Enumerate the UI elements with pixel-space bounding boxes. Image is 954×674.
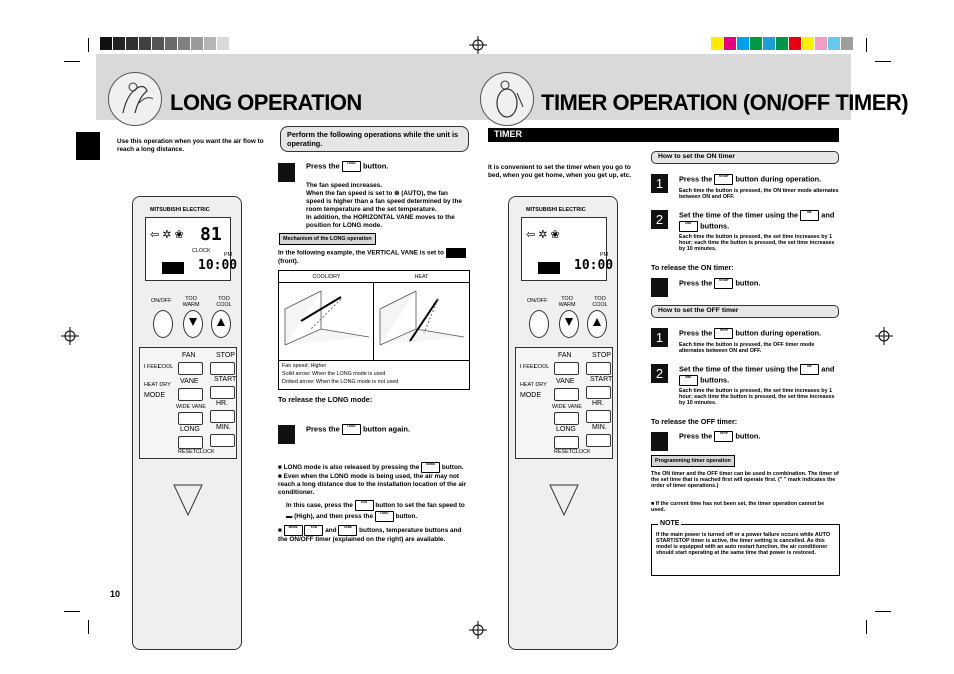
heat-diagram [376,285,466,357]
start-button[interactable] [210,386,235,399]
on-release-button: button. [735,278,761,288]
min-label: MIN. [592,424,607,431]
temp-digits: 81 [200,224,222,245]
fan-label: FAN [182,352,196,359]
off-step1-number: 1 [651,328,668,347]
fan-label: FAN [558,352,572,359]
clock-button-label: CLOCK [572,449,591,455]
hr-button-icon: HR. [800,210,819,221]
hr-label: HR. [592,400,605,407]
legend-fan-speed: Fan speed: Higher [282,363,327,369]
registration-mark-right [875,327,893,345]
crop-mark [64,611,80,612]
timer-intro: It is convenient to set the timer when you go to bed, when you get home, when you get up, etc. [488,164,632,179]
step-marker [278,163,295,182]
airflow-table [278,270,470,390]
step1-button-text: button. [362,161,389,171]
vane-label: VANE [556,378,575,385]
auto-fan-icon: ⊛ [394,190,400,197]
example-line: In the following example, the VERTICAL VANE is set to [278,249,444,257]
crop-mark [875,61,891,62]
on-step1-b: button during operation. [735,174,822,184]
heat-dry-label: HEAT DRY [144,382,171,388]
mode-button-icon: MODE [421,462,440,473]
bullet2b-4: button. [395,513,418,521]
too-cool-label: TOO COOL [592,296,608,308]
crop-mark [866,38,867,52]
step1-press: Press the [306,161,340,171]
long-button-icon: LONG [342,161,361,172]
bullet3-text: buttons, temperature buttons and the ON/OFF timer (explained on the right) are available. [278,527,462,543]
bullet3-and: and [325,527,337,535]
off-release-button: button. [735,431,761,441]
bullet2b-3: (High), and then press the [294,513,373,521]
fan-speed-line2: When the fan speed is set to [306,190,393,197]
mode-icons: ⇦ ✲ ❀ [150,229,184,241]
temp-up-button[interactable] [211,310,231,338]
hr-label: HR. [216,400,229,407]
step2-button-text: button again. [362,424,411,434]
remote-lcd [521,207,614,281]
off-step2-c: buttons. [700,375,730,385]
timer-section-label: TIMER [494,129,522,139]
mode-icons: ⇦ ✲ ❀ [526,229,560,241]
remote-lower-panel [139,347,237,459]
too-warm-label: TOO WARM [182,296,200,308]
mode-label: MODE [520,392,541,399]
vane-label: VANE [180,378,199,385]
on-step1-number: 1 [651,174,668,193]
too-cool-label: TOO COOL [216,296,232,308]
on-step1-note: Each time the button is pressed, the ON timer mode alternates between ON and OFF. [679,188,839,200]
page-number: 10 [110,589,121,599]
onoff-label: ON/OFF [151,298,172,304]
on-step2-number: 2 [651,210,668,229]
clock-digits: 10:00 [198,258,238,273]
remote-lower-panel [515,347,613,459]
legend-solid: Solid arrow: When the LONG mode is used [282,371,386,377]
off-step1-a: Press the [679,328,713,338]
on-timer-header [651,151,839,164]
long-button-icon: LONG [342,424,361,435]
off-release-press: Press the [679,431,713,441]
off-release-text [679,431,760,442]
note-text: If the main power is turned off or a power failure occurs while AUTO START/STOP timer is active, the timer setting is cancelled. As this model is equipped with an auto restart function, the air conditioner should start operating at the same time that power is restored. [656,532,831,556]
remote-emitter-icon [548,483,580,517]
timer-section-bar [488,128,839,142]
on-step2-b: and [821,210,835,220]
crop-mark [88,620,89,634]
clock-button-label: CLOCK [196,449,215,455]
remote-control-right [508,196,618,650]
programming-label: Programming timer operation [651,455,735,467]
instruction-box [280,126,469,152]
stop-button[interactable] [210,362,235,375]
mechanism-label: Mechanism of the LONG operation [279,233,376,245]
vane-button-icon: VANE [338,525,357,536]
example-text [278,248,468,266]
stop-label: STOP [592,352,611,359]
fan-button[interactable] [554,362,579,375]
section-tab [76,132,100,160]
cool-dry-diagram [281,285,371,357]
cool-label: COOL [534,364,550,370]
vane-button[interactable] [554,388,579,401]
note-label: NOTE [660,520,680,527]
stop-button[interactable] [586,362,611,375]
temp-down-button[interactable] [559,310,579,338]
hr-button[interactable] [210,410,235,423]
on-step1-a: Press the [679,174,713,184]
on-release-press: Press the [679,278,713,288]
note-box [651,520,840,576]
fan-speed-line3: (AUTO), the fan speed is higher than a fan speed determined by the room temperature and the set temperature. [306,190,462,213]
reset-label: RESET [178,449,196,455]
on-step2-a: Set the time of the timer using the [679,210,799,220]
wide-vane-button[interactable] [554,412,579,425]
remote-brand: MITSUBISHI ELECTRIC [150,207,210,213]
on-step2-c: buttons. [700,221,730,231]
timer-operation-illustration [480,72,534,126]
start-button[interactable] [586,386,611,399]
stop-button-icon: STOP [714,431,733,442]
off-step2-text [679,364,839,386]
step-marker [651,278,668,297]
pm-label: PM [224,252,233,258]
temp-down-button[interactable] [183,310,203,338]
on-release-text [679,278,760,289]
gray-color-bar [100,37,230,50]
long-button[interactable] [554,436,579,449]
onoff-label: ON/OFF [527,298,548,304]
cool-label: COOL [158,364,174,370]
fan-speed-line1: The fan speed increases. [306,182,383,189]
page-title-right: TIMER OPERATION (ON/OFF TIMER) [541,90,909,115]
programming-text: The ON timer and the OFF timer can be used in combination. The timer of the set time that is reached first will operate first. (" " mark indicates the order of timer operations.) [651,471,839,489]
bullet2b-1: In this case, press the [286,502,353,510]
off-step2-number: 2 [651,364,668,383]
bullet2b-2: button to set the fan speed to [375,502,465,510]
long-bullets: ■ LONG mode is also released by pressing the MODE button. ■ Even when the LONG mode is being used, the air may not reach a long distance due to the installation location of the air conditioner. In this case, press the FAN button to set the fan speed to ▬ (High), and then press the LONG button. ■ MODE FAN and VANE buttons, temperature buttons and the ON/OFF timer (explained on the right) are available. [278,462,467,543]
crop-mark [875,611,891,612]
step1-text [306,161,388,172]
bullet1: LONG mode is also released by pressing the [283,464,420,472]
off-step1-text [679,328,821,339]
hr-button-icon: HR. [800,364,819,375]
off-step1-note: Each time the button is pressed, the OFF timer mode alternates between ON and OFF. [679,342,815,354]
long-vane-icon [162,262,184,274]
off-step2-a: Set the time of the timer using the [679,364,799,374]
off-timer-header-text: How to set the OFF timer [658,307,739,314]
min-button[interactable] [586,434,611,447]
onoff-button[interactable] [153,310,173,338]
fan-button-icon: FAN [355,500,374,511]
fan-speed-notes [306,182,468,230]
start-button-icon: START [714,174,733,185]
mode-button-icon: MODE [284,525,303,536]
col-heat: HEAT [414,274,429,280]
long-button-icon: LONG [375,511,394,522]
min-button-icon: MIN. [679,221,698,232]
min-button-icon: MIN. [679,375,698,386]
wide-vane-button[interactable] [178,412,203,425]
too-warm-label: TOO WARM [558,296,576,308]
hr-button[interactable] [586,410,611,423]
bullet2: Even when the LONG mode is being used, the air may not reach a long distance due to the installation location of the air conditioner. [278,473,467,496]
registration-mark-left [61,327,79,345]
stop-button-icon: STOP [714,328,733,339]
mode-label: MODE [144,392,165,399]
long-vane-icon [538,262,560,274]
min-button[interactable] [210,434,235,447]
stop-label: STOP [216,352,235,359]
min-label: MIN. [216,424,231,431]
programming-bullet: ■ If the current time has not been set, the timer operation cannot be used. [651,501,825,513]
step2-press: Press the [306,424,340,434]
fan-button-icon: FAN [304,525,323,536]
off-step2-note: Each time the button is pressed, the set time increases by 1 hour; each time the button is pressed, the set time increases by 10 minutes. [679,388,835,406]
off-timer-header [651,305,839,318]
start-button-icon: START [714,278,733,289]
long-label: LONG [556,426,576,433]
off-release-heading: To release the OFF timer: [651,417,738,426]
off-step1-b: button during operation. [735,328,822,338]
on-step2-note: Each time the button is pressed, the set time increases by 1 hour; each time the button is pressed, the set time increases by 10 minutes. [679,234,835,252]
remote-brand: MITSUBISHI ELECTRIC [526,207,586,213]
high-fan-icon: ▬ [286,513,293,521]
on-step2-text [679,210,839,232]
vane-button[interactable] [178,388,203,401]
crop-mark [88,38,89,52]
long-label: LONG [180,426,200,433]
step2-text [306,424,410,435]
long-intro-text: Use this operation when you want the air flow to reach a long distance. [117,138,264,153]
example-end: (front). [278,258,299,265]
instruction-text: Perform the following operations while the unit is operating. [287,130,459,148]
remote-control-left [132,196,242,650]
step-marker [278,425,295,444]
page-title-left: LONG OPERATION [170,90,362,115]
programming-bullet-text: If the current time has not been set, the timer operation cannot be used. [651,501,825,513]
clock-digits: 10:00 [574,258,614,273]
remote-emitter-icon [172,483,204,517]
wide-vane-label: WIDE VANE [176,404,206,410]
crop-mark [866,620,867,634]
temp-up-button[interactable] [587,310,607,338]
clock-label: CLOCK [192,248,211,254]
pm-label: PM [600,252,609,258]
off-step2-b: and [821,364,835,374]
on-release-heading: To release the ON timer: [651,263,734,272]
on-step1-text [679,174,821,185]
reset-label: RESET [554,449,572,455]
start-label: START [590,376,613,383]
heat-dry-label: HEAT DRY [520,382,547,388]
release-long-heading: To release the LONG mode: [278,395,373,404]
color-bar [711,37,856,50]
fan-button[interactable] [178,362,203,375]
crop-mark [64,61,80,62]
onoff-button[interactable] [529,310,549,338]
on-timer-header-text: How to set the ON timer [658,153,736,160]
bullet1-end: button. [441,464,464,472]
fan-speed-line4: In addition, the HORIZONTAL VANE moves to the position for LONG mode. [306,214,455,229]
registration-mark-top [469,36,487,54]
step-marker [651,432,668,451]
i-feel-label: I FEEL [144,364,161,370]
long-operation-illustration [108,72,162,126]
i-feel-label: I FEEL [520,364,537,370]
remote-lcd [145,207,238,281]
wide-vane-label: WIDE VANE [552,404,582,410]
legend-dotted: Dotted arrow: When the LONG mode is not used [282,379,399,385]
col-cool-dry: COOL/DRY [312,274,341,280]
registration-mark-bottom [469,621,487,639]
vane-front-icon [446,248,466,258]
start-label: START [214,376,237,383]
long-button[interactable] [178,436,203,449]
